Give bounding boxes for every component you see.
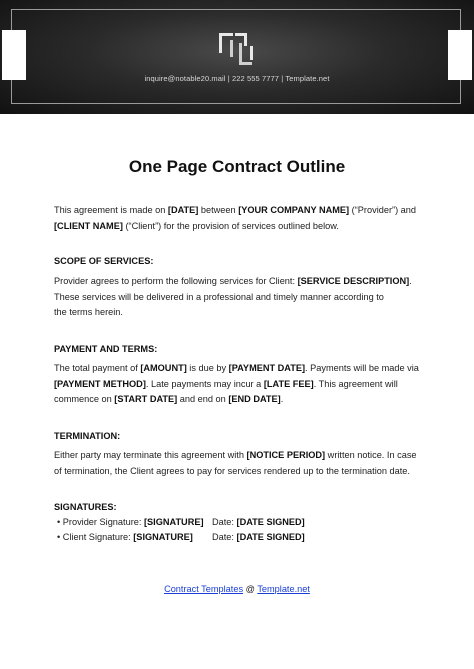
- header-contact-line: [0, 74, 474, 83]
- header-side-tab-right: [448, 30, 472, 80]
- header-banner: [0, 0, 474, 114]
- scope-heading: SCOPE OF SERVICES:: [54, 256, 154, 266]
- signatures-heading: SIGNATURES:: [54, 502, 117, 512]
- footer-separator: @: [243, 584, 258, 594]
- contact-separator: |: [225, 74, 232, 83]
- service-description-placeholder: [SERVICE DESCRIPTION]: [297, 276, 410, 286]
- client-name-placeholder: [CLIENT NAME]: [54, 220, 123, 231]
- client-date-placeholder: [DATE SIGNED]: [236, 532, 305, 542]
- scope-paragraph: Provider agrees to perform the following services for Client: [SERVICE DESCRIPTION]. These services will be delivered in a professional and timely manner according to the terms herein.: [54, 276, 412, 318]
- footer: [0, 584, 474, 594]
- provider-date-row: Date: [DATE SIGNED]: [212, 517, 305, 527]
- intro-paragraph: This agreement is made on [DATE] between [YOUR COMPANY NAME] (“Provider”) and [CLIENT NAME] (“Client”) for the provision of services outlined below.: [54, 205, 417, 231]
- contact-phone: 222 555 7777: [232, 74, 280, 83]
- template-logo-icon: [217, 31, 257, 67]
- provider-signature-row: • Provider Signature: [SIGNATURE]: [57, 517, 204, 527]
- termination-heading: TERMINATION:: [54, 431, 121, 441]
- contract-templates-link[interactable]: Contract Templates: [164, 584, 244, 594]
- amount-placeholder: [AMOUNT]: [140, 363, 187, 373]
- header-side-tab-left: [2, 30, 26, 80]
- provider-date-placeholder: [DATE SIGNED]: [236, 517, 305, 527]
- provider-signature-placeholder: [SIGNATURE]: [143, 517, 204, 527]
- late-fee-placeholder: [LATE FEE]: [263, 378, 314, 389]
- payment-paragraph: The total payment of [AMOUNT] is due by [PAYMENT DATE]. Payments will be made via [PAYMENT METHOD]. Late payments may incur a [LATE FEE]. This agreement will commence on [START DATE] and end on [END DATE].: [54, 363, 419, 405]
- date-placeholder: [DATE]: [167, 205, 199, 215]
- notice-period-placeholder: [NOTICE PERIOD]: [246, 450, 326, 460]
- payment-method-placeholder: [PAYMENT METHOD]: [54, 378, 146, 389]
- termination-paragraph: Either party may terminate this agreement with [NOTICE PERIOD] written notice. In case of termination, the Client agrees to pay for services rendered up to the termination date.: [54, 450, 417, 476]
- end-date-placeholder: [END DATE]: [228, 394, 281, 405]
- company-name-placeholder: [YOUR COMPANY NAME]: [238, 205, 350, 215]
- contact-site: Template.net: [285, 74, 330, 83]
- client-signature-placeholder: [SIGNATURE]: [133, 532, 193, 542]
- client-date-row: Date: [DATE SIGNED]: [212, 532, 305, 542]
- client-signature-row: • Client Signature: [SIGNATURE]: [57, 532, 193, 542]
- contact-email: inquire@notable20.mail: [144, 74, 226, 83]
- document-title: One Page Contract Outline: [128, 157, 346, 176]
- template-net-link[interactable]: Template.net: [257, 584, 310, 594]
- contact-separator: |: [279, 74, 286, 83]
- payment-date-placeholder: [PAYMENT DATE]: [228, 363, 306, 373]
- start-date-placeholder: [START DATE]: [114, 394, 178, 405]
- payment-heading: PAYMENT AND TERMS:: [54, 344, 158, 354]
